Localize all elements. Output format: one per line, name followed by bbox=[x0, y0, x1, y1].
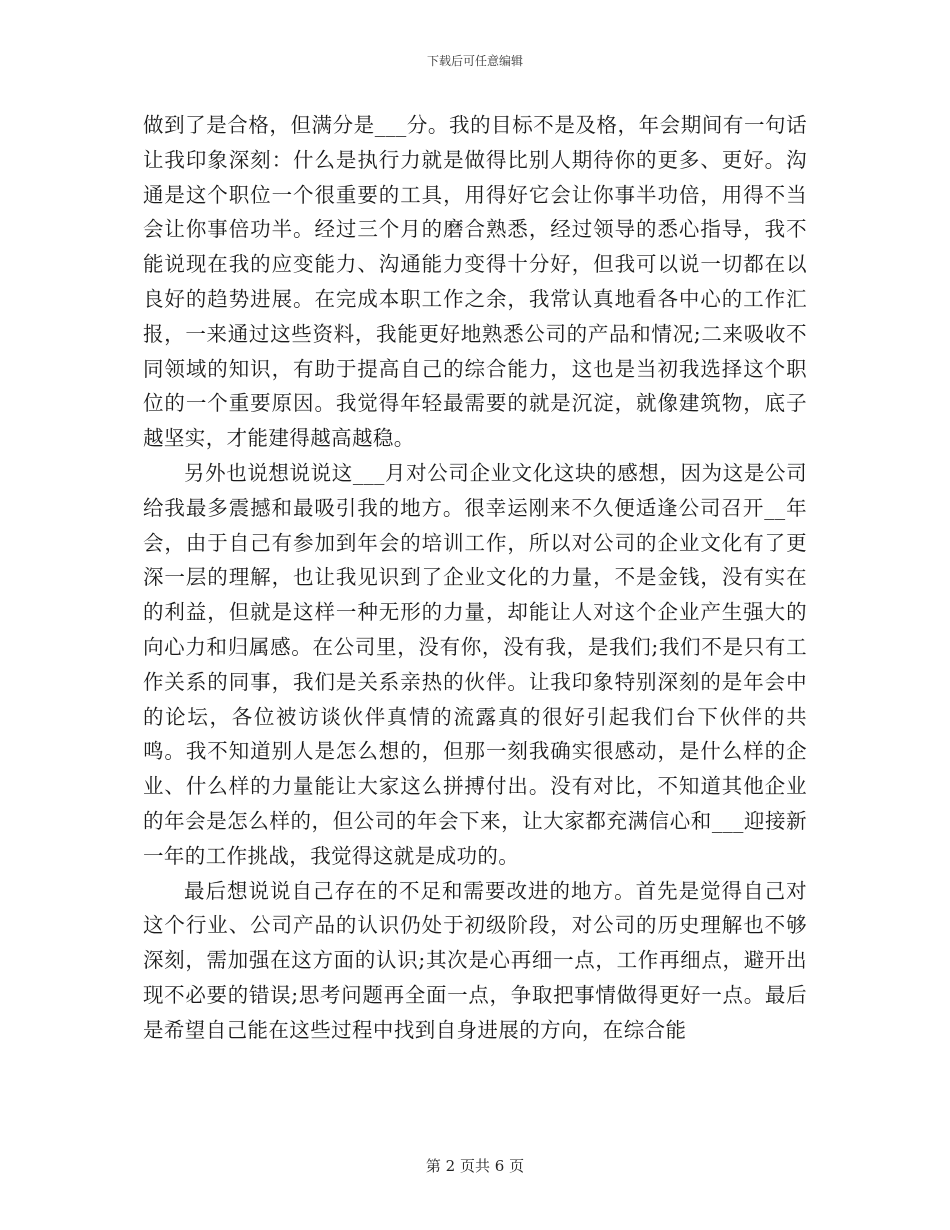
page-header: 下载后可任意编辑 bbox=[426, 54, 523, 68]
paragraph-2: 另外也说想说说这___月对公司企业文化这块的感想，因为这是公司给我最多震撼和最吸引我的地方。很幸运刚来不久便适逢公司召开__年会，由于自己有参加到年会的培训工作，所以对公司的企业文化有了更深一层的理解，也让我见识到了企业文化的力量，不是金钱，没有实在的利益，但就是这样一种无形的力量，却能让人对这个企业产生强大的向心力和归属感。在公司里，没有你，没有我，是我们;我们不是只有工作关系的同事，我们是关系亲热的伙伴。让我印象特别深刻的是年会中的论坛，各位被访谈伙伴真情的流露真的很好引起我们台下伙伴的共鸣。我不知道别人是怎么想的，但那一刻我确实很感动，是什么样的企业、什么样的力量能让大家这么拼搏付出。没有对比，不知道其他企业的年会是怎么样的，但公司的年会下来，让大家都充满信心和___迎接新一年的工作挑战，我觉得这就是成功的。 bbox=[143, 460, 807, 868]
document-body bbox=[143, 108, 807, 1048]
page-number-footer: 第 2 页共 6 页 bbox=[425, 1157, 525, 1175]
paragraph-3: 最后想说说自己存在的不足和需要改进的地方。首先是觉得自己对这个行业、公司产品的认识仍处于初级阶段，对公司的历史理解也不够深刻，需加强在这方面的认识;其次是心再细一点，工作再细点，避开出现不必要的错误;思考问题再全面一点，争取把事情做得更好一点。最后是希望自己能在这些过程中找到自身进展的方向，在综合能 bbox=[143, 878, 807, 1042]
paragraph-1: 做到了是合格，但满分是___分。我的目标不是及格，年会期间有一句话让我印象深刻：什么是执行力就是做得比别人期待你的更多、更好。沟通是这个职位一个很重要的工具，用得好它会让你事半功倍，用得不当会让你事倍功半。经过三个月的磨合熟悉，经过领导的悉心指导，我不能说现在我的应变能力、沟通能力变得十分好，但我可以说一切都在以良好的趋势进展。在完成本职工作之余，我常认真地看各中心的工作汇报，一来通过这些资料，我能更好地熟悉公司的产品和情况;二来吸收不同领域的知识，有助于提高自己的综合能力，这也是当初我选择这个职位的一个重要原因。我觉得年轻最需要的就是沉淀，就像建筑物，底子越坚实，才能建得越高越稳。 bbox=[143, 113, 807, 451]
